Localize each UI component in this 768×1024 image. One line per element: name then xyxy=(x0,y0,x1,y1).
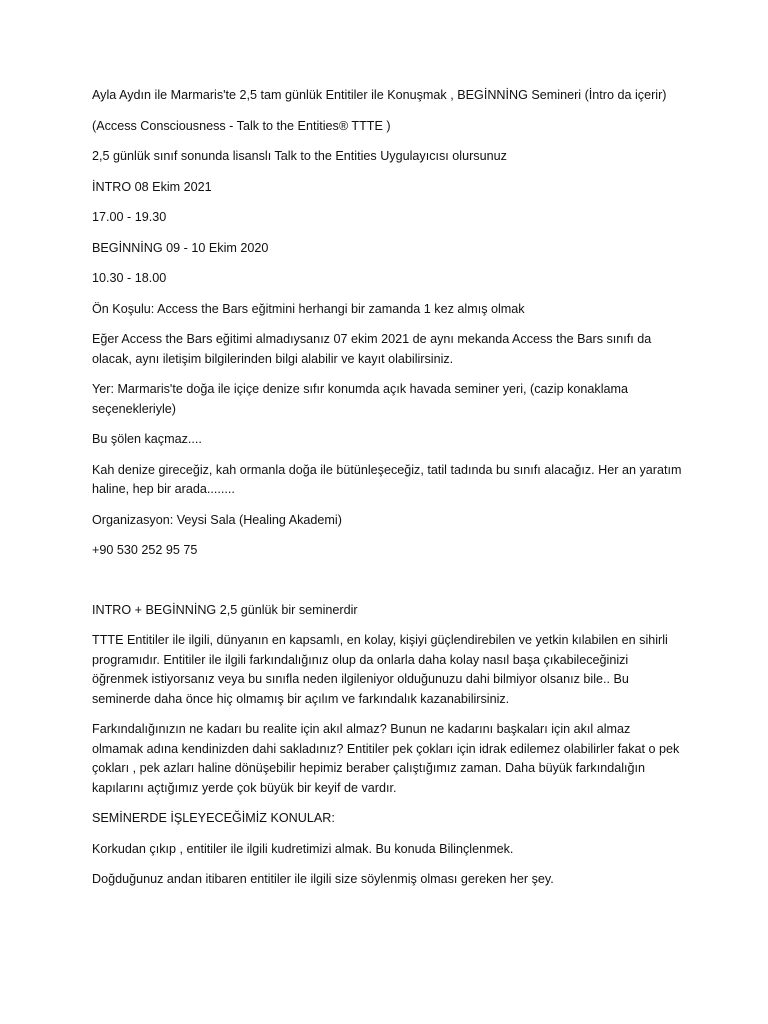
paragraph-intro-date: İNTRO 08 Ekim 2021 xyxy=(92,179,212,194)
paragraph-prerequisite: Ön Koşulu: Access the Bars eğitmini herhangi bir zamanda 1 kez almış olmak xyxy=(92,301,525,316)
document-body xyxy=(92,86,682,901)
paragraph-program-name: (Access Consciousness - Talk to the Entities® TTTE ) xyxy=(92,118,391,133)
paragraph-awareness: Farkındalığınızın ne kadarı bu realite için akıl almaz? Bunun ne kadarını başkaları için akıl almaz olmamak adına kendinizden dahi sakladınız? Entitiler pek çokları için idrak edilemez olabilirler fakat o pek çokları , pek azları haline dönüşebilir hepimiz beraber çalıştığımız zaman. Daha büyük farkındalığın kapılarını açtığımız yerde çok büyük bir keyif de vardır. xyxy=(92,722,680,795)
paragraph-title: Ayla Aydın ile Marmaris'te 2,5 tam günlük Entitiler ile Konuşmak , BEGİNNİNG Semineri (İntro da içerir) xyxy=(92,88,667,102)
paragraph-topic-birth: Doğduğunuz andan itibaren entitiler ile ilgili size söylenmiş olması gereken her şey. xyxy=(92,872,554,886)
paragraph-ttte-description: TTTE Entitiler ile ilgili, dünyanın en kapsamlı, en kolay, kişiyi güçlendirebilen ve yetkin kılabilen en sihirli programıdır. Entitiler ile ilgili farkındalığınız olup da onlarla daha kolay nasıl başa çıkabileceğinizi öğrenmek istiyorsanız veya bu sınıfla neden ilgileniyor olduğunuzu dahi bilmiyor olsanız bile.. Bu seminerde daha önce hiç olmamış bir açılım ve farkındalık kazanabilirsiniz. xyxy=(92,633,668,706)
paragraph-license-info: 2,5 günlük sınıf sonunda lisanslı Talk to the Entities Uygulayıcısı olursunuz xyxy=(92,149,507,163)
paragraph-activities: Kah denize gireceğiz, kah ormanla doğa ile bütünleşeceğiz, tatil tadında bu sınıfı alacağız. Her an yaratım haline, hep bir arada........ xyxy=(92,462,682,496)
paragraph-topic-fear: Korkudan çıkıp , entitiler ile ilgili kudretimizi almak. Bu konuda Bilinçlenmek. xyxy=(92,841,514,856)
paragraph-beginning-time: 10.30 - 18.00 xyxy=(92,271,167,285)
paragraph-topics-heading: SEMİNERDE İŞLEYECEĞİMİZ KONULAR: xyxy=(92,811,335,825)
paragraph-bars-info: Eğer Access the Bars eğitimi almadıysanız 07 ekim 2021 de aynı mekanda Access the Bars sınıfı da olacak, aynı iletişim bilgilerinden bilgi alabilir ve kayıt olabilirsiniz. xyxy=(92,332,652,366)
section-spacer xyxy=(92,572,682,601)
paragraph-seminar-length: INTRO + BEGİNNİNG 2,5 günlük bir seminerdir xyxy=(92,602,358,617)
paragraph-intro-time: 17.00 - 19.30 xyxy=(92,210,167,224)
paragraph-location: Yer: Marmaris'te doğa ile içiçe denize sıfır konumda açık havada seminer yeri, (cazip konaklama seçenekleriyle) xyxy=(92,382,629,416)
paragraph-beginning-date: BEGİNNİNG 09 - 10 Ekim 2020 xyxy=(92,240,269,255)
paragraph-feast: Bu şölen kaçmaz.... xyxy=(92,432,202,446)
paragraph-organization: Organizasyon: Veysi Sala (Healing Akademi) xyxy=(92,512,342,527)
paragraph-phone: +90 530 252 95 75 xyxy=(92,543,198,557)
